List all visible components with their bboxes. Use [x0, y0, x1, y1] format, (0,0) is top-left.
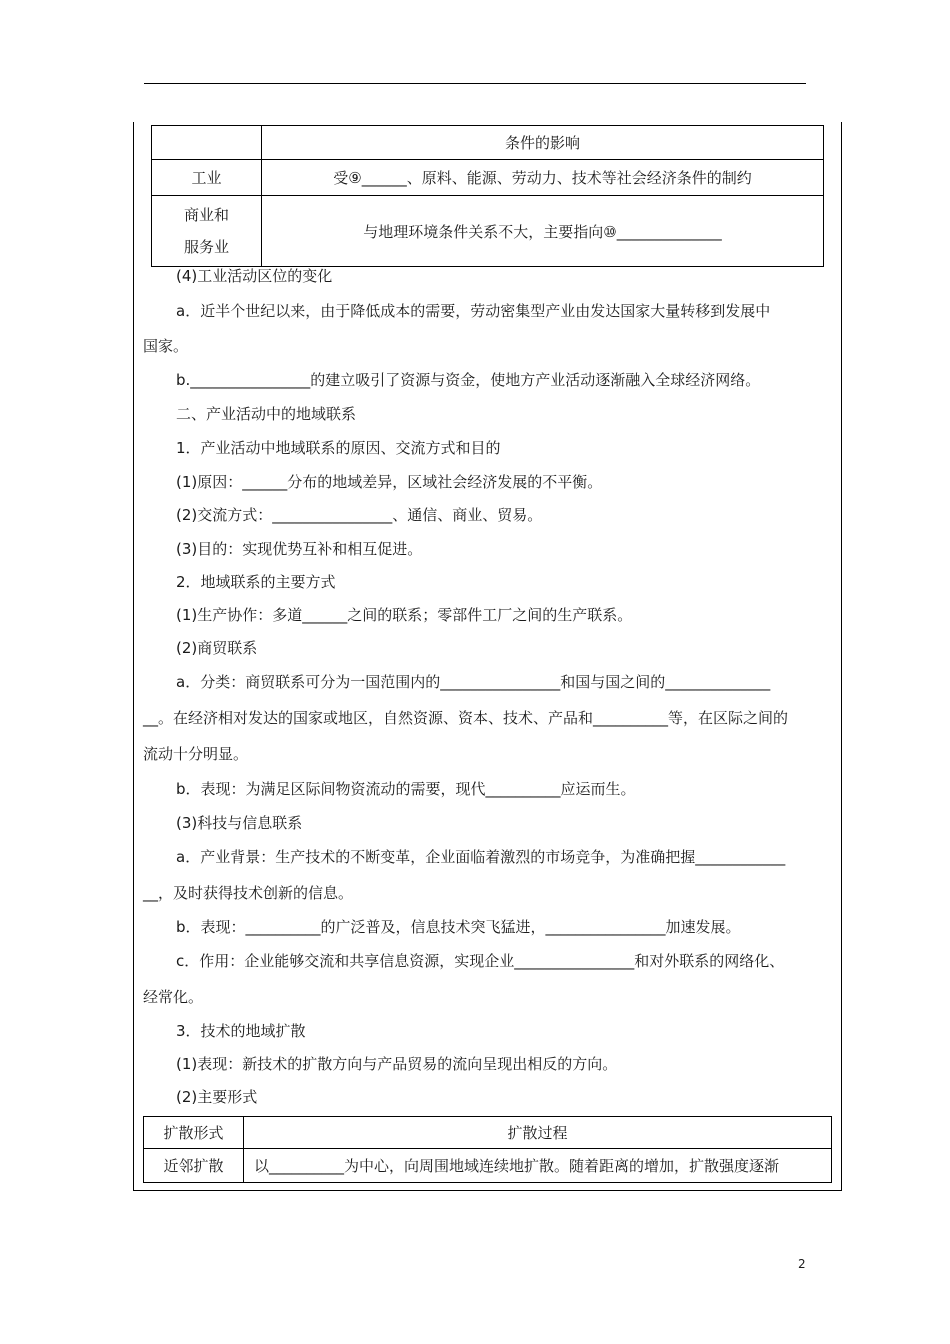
text-line: (1)生产协作：多道______之间的联系；零部件工厂之间的生产联系。	[176, 606, 633, 624]
text-line: 2．地域联系的主要方式	[176, 573, 336, 591]
row-label-commerce-line2: 服务业	[183, 238, 229, 256]
text-line: b．表现：__________的广泛普及，信息技术突飞猛进，________________加速发展。	[176, 918, 741, 936]
conditions-table	[151, 125, 824, 267]
row-text-industry: 受⑨______、原料、能源、劳动力、技术等社会经济条件的制约	[262, 160, 824, 196]
text-line: (1)表现：新技术的扩散方向与产品贸易的流向呈现出相反的方向。	[176, 1055, 618, 1073]
row-label-commerce	[152, 196, 262, 267]
diffusion-table	[143, 1116, 832, 1183]
page-number: 2	[798, 1257, 806, 1271]
text-line: 二、产业活动中的地域联系	[176, 405, 357, 423]
text-line: a．近半个世纪以来，由于降低成本的需要，劳动密集型产业由发达国家大量转移到发展中	[176, 302, 771, 320]
text-line: (3)目的：实现优势互补和相互促进。	[176, 540, 423, 558]
row-label-commerce-line1: 商业和	[183, 206, 229, 224]
text-line: (2)交流方式：________________、通信、商业、贸易。	[176, 506, 543, 524]
text-line: (2)主要形式	[176, 1088, 258, 1106]
text-line: a．产业背景：生产技术的不断变革，企业面临着激烈的市场竞争，为准确把握____________	[176, 848, 786, 866]
text-line: 国家。	[143, 337, 189, 355]
table-header: 条件的影响	[262, 126, 824, 160]
header-rule	[144, 83, 806, 84]
text-line: b.________________的建立吸引了资源与资金，使地方产业活动逐渐融入全球经济网络。	[176, 371, 761, 389]
table-header: 扩散过程	[244, 1117, 832, 1149]
text-line: c．作用：企业能够交流和共享信息资源，实现企业________________和对外联系的网络化、	[176, 952, 785, 970]
text-line: 1．产业活动中地域联系的原因、交流方式和目的	[176, 439, 501, 457]
text-line: b．表现：为满足区际间物资流动的需要，现代__________应运而生。	[176, 780, 636, 798]
text-line: (4)工业活动区位的变化	[176, 267, 333, 285]
row-text-commerce: 与地理环境条件关系不大，主要指向⑩______________	[262, 196, 824, 267]
table-header-blank	[152, 126, 262, 160]
text-line: (2)商贸联系	[176, 639, 258, 657]
text-line: __，及时获得技术创新的信息。	[143, 884, 354, 902]
table-cell-form: 近邻扩散	[144, 1149, 244, 1183]
text-line: __。在经济相对发达的国家或地区，自然资源、资本、技术、产品和__________等，在区际之间的	[143, 709, 789, 727]
table-cell-process: 以__________为中心，向周围地域连续地扩散。随着距离的增加，扩散强度逐渐	[244, 1149, 832, 1183]
text-line: (3)科技与信息联系	[176, 814, 303, 832]
text-line: 3．技术的地域扩散	[176, 1022, 306, 1040]
text-line: 流动十分明显。	[143, 745, 249, 763]
text-line: a．分类：商贸联系可分为一国范围内的________________和国与国之间的______________	[176, 673, 771, 691]
text-line: (1)原因：______分布的地域差异，区域社会经济发展的不平衡。	[176, 473, 603, 491]
row-label-industry: 工业	[152, 160, 262, 196]
text-line: 经常化。	[143, 988, 204, 1006]
table-header: 扩散形式	[144, 1117, 244, 1149]
